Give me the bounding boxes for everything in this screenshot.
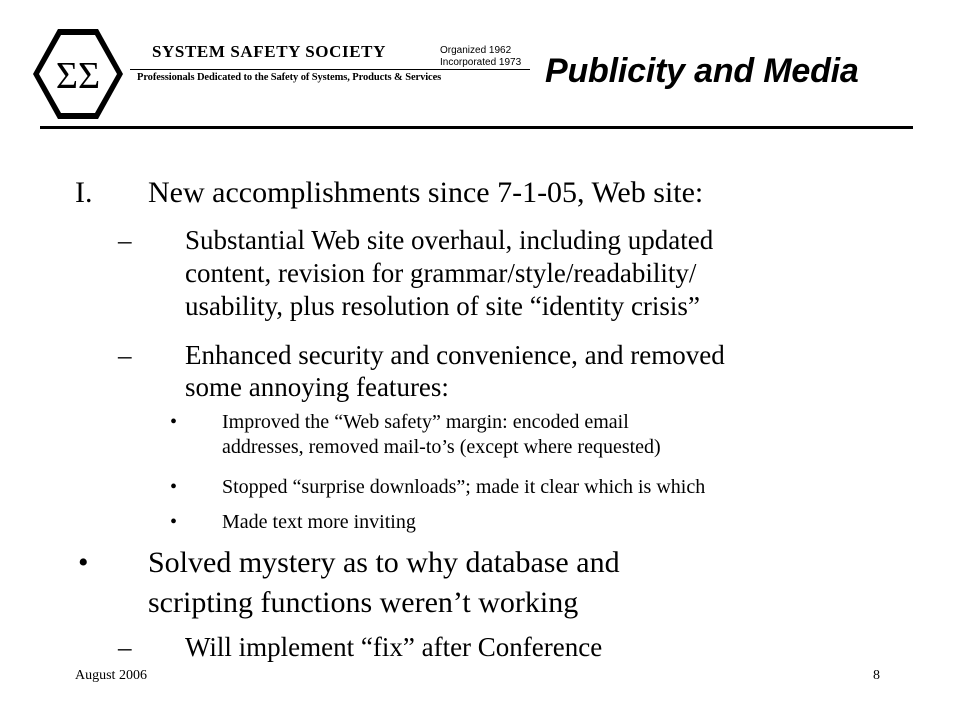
bullet-dot: •: [170, 411, 178, 433]
sub2-line: some annoying features:: [185, 372, 449, 402]
organized-year: Organized 1962: [440, 45, 512, 56]
header-divider: [130, 69, 530, 70]
logo-sigma-symbol: ΣΣ: [55, 55, 101, 97]
bullet-line: Made text more inviting: [222, 511, 416, 533]
title-rule: [40, 126, 913, 129]
sub1-line: content, revision for grammar/style/readability/: [185, 258, 697, 288]
org-name: SYSTEM SAFETY SOCIETY: [152, 42, 386, 61]
footer-date: August 2006: [75, 668, 147, 683]
sub1-line: usability, plus resolution of site “identity crisis”: [185, 291, 700, 321]
item1-marker: I.: [75, 176, 93, 209]
bullet-line: Stopped “surprise downloads”; made it clear which is which: [222, 476, 706, 498]
sub2-line: Enhanced security and convenience, and removed: [185, 340, 725, 370]
incorporated-year: Incorporated 1973: [440, 57, 522, 68]
item1-heading: New accomplishments since 7-1-05, Web site:: [148, 176, 704, 209]
item2-sub-line: Will implement “fix” after Conference: [185, 632, 603, 662]
society-logo: [30, 26, 126, 122]
bullet-line: Improved the “Web safety” margin: encoded email: [222, 411, 629, 433]
item2-line: scripting functions weren’t working: [148, 586, 579, 619]
page-number: 8: [873, 668, 880, 683]
sub2-dash: –: [118, 340, 132, 370]
item2-bullet: •: [78, 546, 89, 579]
item2-line: Solved mystery as to why database and: [148, 546, 620, 579]
bullet-dot: •: [170, 476, 178, 498]
slide-title: Publicity and Media: [545, 52, 859, 90]
item2-sub-dash: –: [118, 632, 132, 662]
org-tagline: Professionals Dedicated to the Safety of Systems, Products & Services: [137, 72, 442, 83]
bullet-line: addresses, removed mail-to’s (except where requested): [222, 436, 661, 458]
sub1-dash: –: [118, 225, 132, 255]
sub1-line: Substantial Web site overhaul, including updated: [185, 225, 714, 255]
bullet-dot: •: [170, 511, 178, 533]
